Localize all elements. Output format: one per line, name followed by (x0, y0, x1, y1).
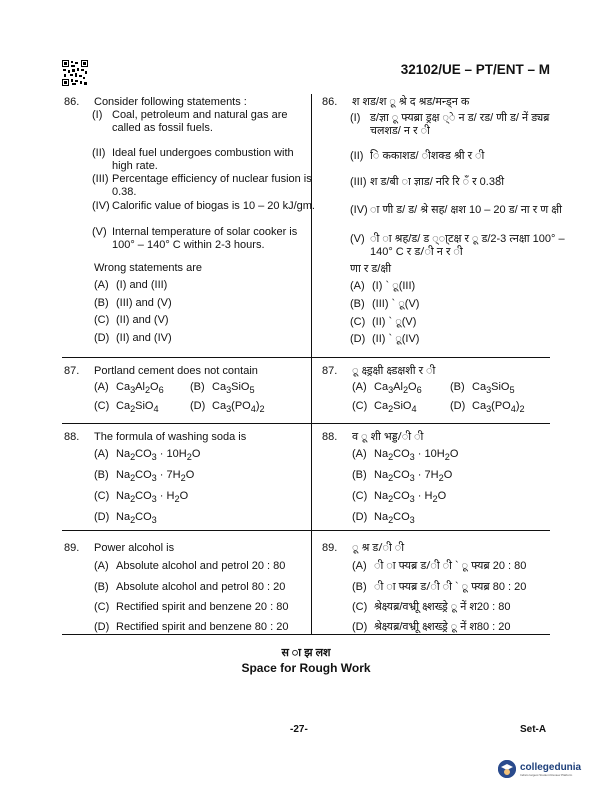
rough-work-label: Space for Rough Work (241, 661, 371, 675)
statement-4: (IV) ा णी ड/ ड/ श्रे सह/ क्षश 10 – 20 ड/ ना र ण क्षी (350, 204, 563, 216)
option-d[interactable]: (D) $Ca_3(PO_4)_2$ (450, 400, 525, 415)
option-d[interactable]: (D) श्रेक्ष्यब्र/वभ्रीू क्ष्शख्ड्रे ू नें श80 : 20 (352, 621, 511, 633)
option-d[interactable]: (D) $Ca_3(PO_4)_2$ (190, 400, 265, 415)
option-b[interactable]: (B) (III) and (V) (94, 297, 172, 309)
statement-5: (V) ी ा श्रह/ड/ ड ्ा्टक्ष र ू ड/2-3 त्नक्षा 100° – 140° C र ड/ी न र ी (350, 233, 565, 258)
statement-5: (V) Internal temperature of solar cooker is 100° – 140° C within 2-3 hours. (92, 226, 298, 251)
question-number: 86. (64, 96, 80, 108)
option-c[interactable]: (C) $Ca_2SiO_4$ (94, 400, 159, 415)
option-c[interactable]: (C) $Ca_2SiO_4$ (352, 400, 417, 415)
statement-4: (IV) Calorific value of biogas is 10 – 20 kJ/gm. (92, 200, 315, 212)
option-d[interactable]: (D) Rectified spirit and benzene 80 : 20 (94, 621, 289, 633)
divider-88 (62, 423, 550, 424)
option-d[interactable]: (D) (II) ` ू(IV) (350, 333, 420, 345)
option-b[interactable]: (B) $Ca_3SiO_5$ (450, 381, 515, 396)
question-prompt: Wrong statements are (94, 262, 203, 274)
option-b[interactable]: (B) $Na_2CO_3 \cdot 7H_2O$ (352, 469, 453, 484)
option-a[interactable]: (A) $Na_2CO_3 \cdot 10H_2O$ (352, 448, 459, 463)
option-d[interactable]: (D) (II) and (IV) (94, 332, 172, 344)
statement-1: (I) ड/ज्ञा ू फ्यब्रा ड्रक्ष ्े न ड/ रड/ णी ड/ नें ड्यब्र चलशड/ न र ी (350, 112, 550, 137)
divider-rough (62, 634, 550, 635)
option-c[interactable]: (C) Rectified spirit and benzene 20 : 80 (94, 601, 289, 613)
option-a[interactable]: (A) $Ca_3Al_2O_6$ (352, 381, 422, 396)
question-prompt: णा र ड/क्षी (350, 263, 392, 275)
statement-1: (I) Coal, petroleum and natural gas are called as fossil fuels. (92, 109, 288, 134)
statement-3: (III) Percentage efficiency of nuclear fusion is 0.38. (92, 173, 312, 198)
option-c[interactable]: (C) $Na_2CO_3 \cdot H_2O$ (352, 490, 447, 505)
logo-name: collegedunia (520, 761, 582, 773)
option-a[interactable]: (A) $Na_2CO_3 \cdot 10H_2O$ (94, 448, 201, 463)
set-label: Set-A (520, 724, 547, 735)
divider-89 (62, 530, 550, 531)
statement-2: (II) Ideal fuel undergoes combustion with high rate. (92, 147, 294, 172)
divider-87 (62, 357, 550, 358)
option-b[interactable]: (B) (III) ` ू(V) (350, 298, 420, 310)
option-a[interactable]: (A) Absolute alcohol and petrol 20 : 80 (94, 560, 286, 572)
option-b[interactable]: (B) Absolute alcohol and petrol 80 : 20 (94, 581, 286, 593)
graduate-icon (498, 760, 516, 778)
option-c[interactable]: (C) श्रेक्ष्यब्र/वभ्रीू क्ष्शख्ड्रे ू नें श20 : 80 (352, 601, 511, 613)
option-c[interactable]: (C) (II) and (V) (94, 314, 169, 326)
paper-code: 32102/UE – PT/ENT – M (400, 62, 550, 77)
option-c[interactable]: (C) (II) ` ू(V) (350, 316, 417, 328)
question-text: Consider following statements : (94, 96, 247, 108)
option-a[interactable]: (A) (I) ` ू(III) (350, 280, 416, 292)
logo-tagline: India's largest Student Review Platform (520, 772, 573, 777)
option-b[interactable]: (B) $Ca_3SiO_5$ (190, 381, 255, 396)
statement-2: (II) ि ककाशड/ ीशक्ड श्री र ी (350, 150, 485, 162)
option-d[interactable]: (D) $Na_2CO_3$ (94, 511, 157, 526)
qr-code (62, 60, 88, 86)
page-number: -27- (290, 724, 308, 735)
collegedunia-logo (498, 760, 581, 778)
statement-3: (III) श ड/बी ा ज्ञाड/ नरि रि ँ र 0.38ी (350, 176, 505, 188)
rough-work-label-hindi: स ा झ लश (281, 647, 331, 659)
option-b[interactable]: (B) $Na_2CO_3 \cdot 7H_2O$ (94, 469, 195, 484)
option-b[interactable]: (B) ी ा फ्यब्र ड/ी ी ` ू फ्यब्र 80 : 20 (352, 581, 527, 593)
option-c[interactable]: (C) $Na_2CO_3 \cdot H_2O$ (94, 490, 189, 505)
option-a[interactable]: (A) $Ca_3Al_2O_6$ (94, 381, 164, 396)
option-d[interactable]: (D) $Na_2CO_3$ (352, 511, 415, 526)
option-a[interactable]: (A) (I) and (III) (94, 279, 168, 291)
option-a[interactable]: (A) ी ा फ्यब्र ड/ी ी ` ू फ्यब्र 20 : 80 (352, 560, 527, 572)
